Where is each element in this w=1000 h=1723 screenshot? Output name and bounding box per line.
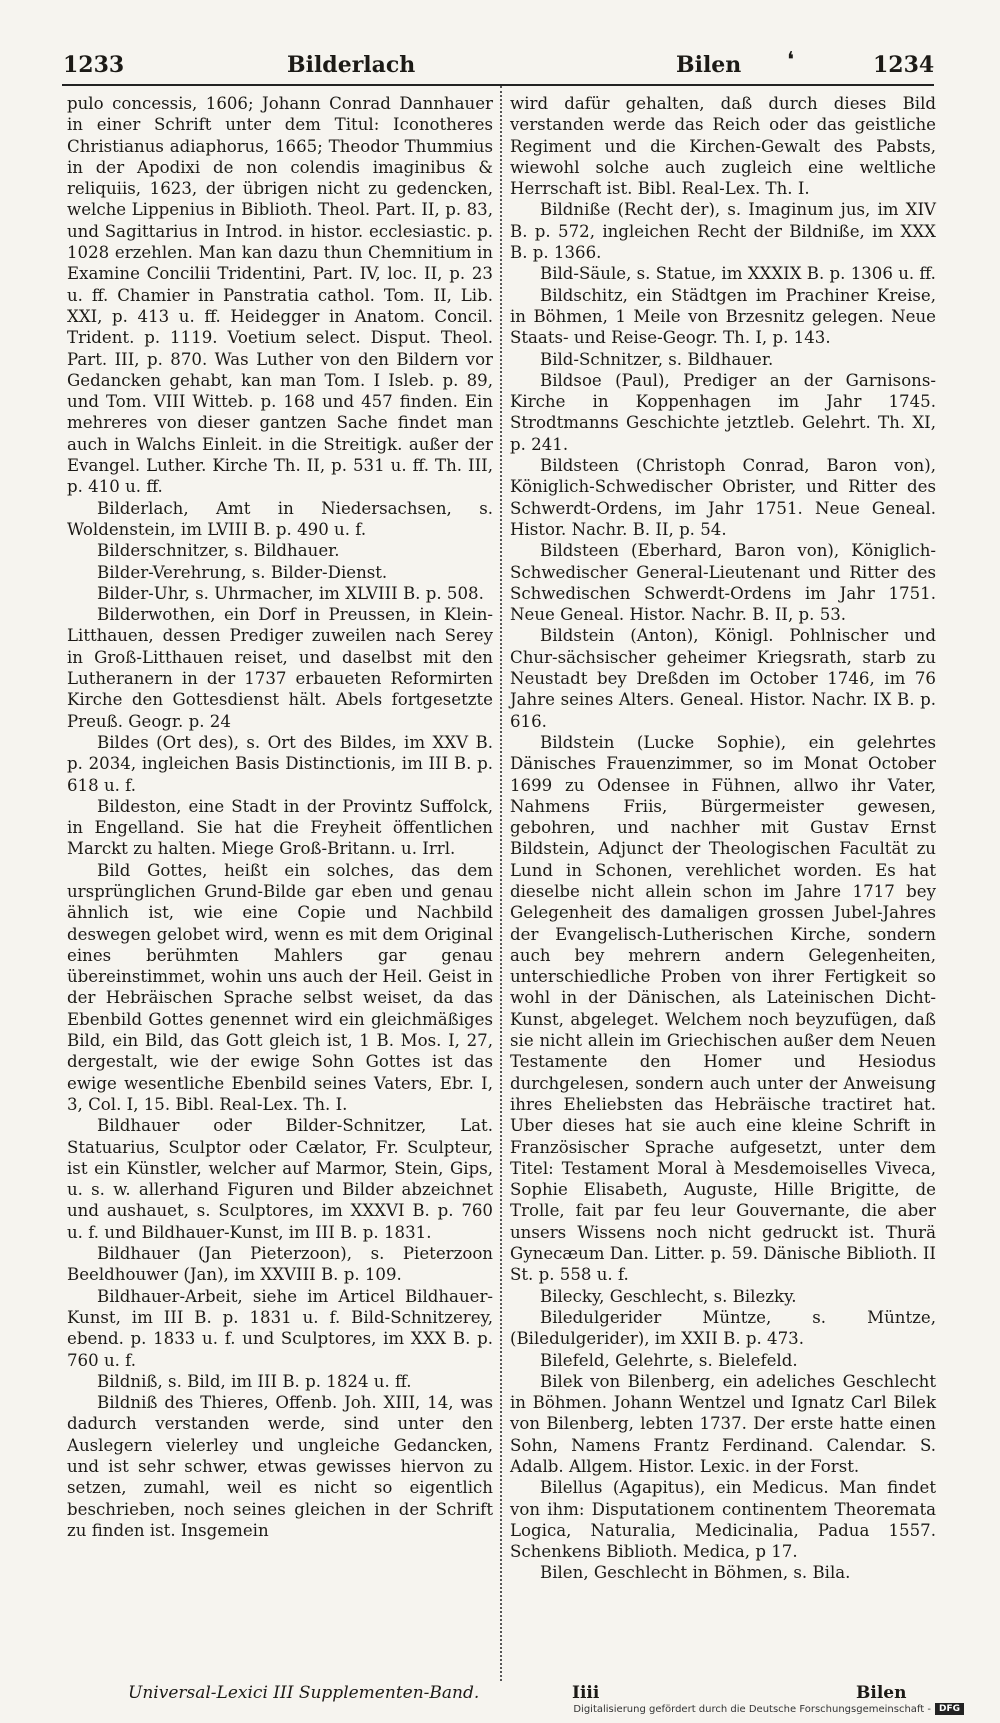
column-divider [500, 86, 502, 1681]
catchword: Bilen [856, 1683, 907, 1703]
entry-paragraph: Bilder-Verehrung, s. Bilder-Dienst. [97, 562, 388, 582]
entry-paragraph: Bildstein (Anton), Königl. Pohlnischer und Chur-sächsischer geheimer Kriegsrath, starb zu Neustadt bey Dreßden im October 1746, im 76 Jahre seines Alters. Geneal. Histor. Nachr. IX B. p. 616. [510, 626, 936, 731]
header-rule [62, 84, 934, 86]
entry-paragraph: Bildhauer oder Bilder-Schnitzer, Lat. Statuarius, Sculptor oder Cælator, Fr. Sculpteur, ist ein Künstler, welcher auf Marmor, Stein, Gips, u. s. w. allerhand Figuren und Bilder abzeichnet und aushauet, s. Sculptores, im XXXVI B. p. 760 u. f. und Bildhauer-Kunst, im III B. p. 1831. [67, 1116, 493, 1242]
entry-paragraph: Bilecky, Geschlecht, s. Bilezky. [540, 1286, 797, 1306]
entry-paragraph: Bild-Schnitzer, s. Bildhauer. [540, 349, 774, 369]
running-headword-right: Bilen [676, 52, 742, 78]
credit-text: Digitalisierung gefördert durch die Deutsche Forschungsgemeinschaft - [573, 1703, 931, 1715]
entry-paragraph: Bildstein (Lucke Sophie), ein gelehrtes Dänisches Frauenzimmer, so im Monat October 1699 zu Odensee in Fühnen, allwo ihr Vater, Nahmens Friis, Bürgermeister gewesen, gebohren, und nachher mit Gustav Ernst Bildstein, Adjunct der Theologischen Facultät zu Lund in Schonen, verehlichet worden. Es hat dieselbe nicht allein schon im Jahre 1717 bey Gelegenheit des damaligen grossen Jubel-Jahres der Evangelisch-Lutherischen Kirche, sondern auch bey mehrern andern Gelegenheiten, unterschiedliche Proben von ihrer Fertigkeit so wohl in der Dänischen, als Lateinischen Dicht-Kunst, abgeleget. Welchem noch beyzufügen, daß sie nicht allein im Griechischen außer dem Neuen Testamente den Homer und Hesiodus durchgelesen, sondern auch unter der Anweisung ihres Eheliebsten das Hebräische tractiret hat. Uber dieses hat sie auch eine kleine Schrift in Französischer Sprache aufgesetzt, unter dem Titel: Testament Moral à Mesdemoiselles Viveca, Sophie Elisabeth, Auguste, Hille Brigitte, de Trolle, fait par feu leur Gouvernante, die aber unsers Wissens noch nicht gedruckt ist. Thurä Gynecæum Dan. Litter. p. 59. Dänische Biblioth. II St. p. 558 u. f. [510, 732, 936, 1285]
right-column [510, 93, 936, 1584]
volume-line: Universal-Lexici III Supplementen-Band. [128, 1683, 480, 1703]
page-number-left: 1233 [63, 52, 125, 78]
printer-mark: ❛ [787, 48, 795, 73]
entry-paragraph: Bilderlach, Amt in Niedersachsen, s. Woldenstein, im LVIII B. p. 490 u. f. [67, 498, 493, 539]
entry-paragraph: Bilefeld, Gelehrte, s. Bielefeld. [540, 1350, 798, 1370]
entry-paragraph: Bild Gottes, heißt ein solches, das dem ursprünglichen Grund-Bilde gar eben und genau ähnlich ist, wie eine Copie und Nachbild deswegen gelobet wird, wenn es mit dem Original eines berühmten Mahlers gar genau übereinstimmet, wohin uns auch der Heil. Geist in der Hebräischen Sprache selbst weiset, da das Ebenbild Gottes genennet wird ein gleichmäßiges Bild, ein Bild, das Gott gleich ist, 1 B. Mos. I, 27, dergestalt, wie der ewige Sohn Gottes ist das ewige wesentliche Ebenbild seines Vaters, Ebr. I, 3, Col. I, 15. Bibl. Real-Lex. Th. I. [67, 860, 493, 1114]
entry-paragraph: Bildsoe (Paul), Prediger an der Garnisons-Kirche in Koppenhagen im Jahr 1745. Strodtmanns Geschichte jetztleb. Gelehrt. Th. XI, p. 241. [510, 370, 936, 454]
entry-paragraph: Bilen, Geschlecht in Böhmen, s. Bila. [540, 1563, 851, 1583]
entry-paragraph: Bildsteen (Eberhard, Baron von), Königlich-Schwedischer General-Lieutenant und Ritter des Schwedischen Schwerdt-Ordens im Jahr 1751. Neue Geneal. Histor. Nachr. B. II, p. 53. [510, 541, 936, 625]
digitization-credit [573, 1703, 964, 1715]
entry-paragraph: Biledulgerider Müntze, s. Müntze, (Biledulgerider), im XXII B. p. 473. [510, 1307, 936, 1349]
entry-paragraph: Bildeston, eine Stadt in der Provintz Suffolck, in Engelland. Sie hat die Freyheit öffentlichen Marckt zu halten. Miege Groß-Britann. u. Irrl. [67, 796, 493, 859]
page-number-right: 1234 [873, 52, 935, 78]
entry-paragraph: Bildniße (Recht der), s. Imaginum jus, im XIV B. p. 572, ingleichen Recht der Bildniße, im XXX B. p. 1366. [510, 200, 936, 263]
entry-paragraph: Bilderwothen, ein Dorf in Preussen, in Klein-Litthauen, dessen Prediger zuweilen nach Serey in Groß-Litthauen reiset, und daselbst mit den Lutheranern in der 1737 erbaueten Reformirten Kirche den Gottesdienst hält. Abels fortgesetzte Preuß. Geogr. p. 24 [67, 605, 493, 731]
entry-paragraph: wird dafür gehalten, daß durch dieses Bild verstanden werde das Reich oder das geistliche Regiment und die Kirchen-Gewalt des Pabsts, wiewohl solche auch zugleich eine weltliche Herrschaft ist. Bibl. Real-Lex. Th. I. [510, 94, 936, 199]
entry-paragraph: Bildsteen (Christoph Conrad, Baron von), Königlich-Schwedischer Obrister, und Ritter des Schwerdt-Ordens, im Jahr 1751. Neue Geneal. Histor. Nachr. B. II, p. 54. [510, 456, 936, 539]
entry-paragraph: Bildschitz, ein Städtgen im Prachiner Kreise, in Böhmen, 1 Meile von Brzesnitz gelegen. Neue Staats- und Reise-Geogr. Th. I, p. 143. [510, 285, 936, 348]
signature-mark: Iiii [572, 1683, 600, 1703]
entry-paragraph: Bilek von Bilenberg, ein adeliches Geschlecht in Böhmen. Johann Wentzel und Ignatz Carl Bilek von Bilenberg, lebten 1737. Der erste hatte einen Sohn, Namens Frantz Ferdinand. Calendar. S. Adalb. Allgem. Histor. Lexic. in der Forst. [510, 1371, 936, 1476]
entry-paragraph: Bildhauer (Jan Pieterzoon), s. Pieterzoon Beeldhouwer (Jan), im XXVIII B. p. 109. [67, 1244, 493, 1285]
running-headword-left: Bilderlach [287, 52, 416, 78]
entry-paragraph: Bild-Säule, s. Statue, im XXXIX B. p. 1306 u. ff. [540, 264, 936, 284]
entry-paragraph: Bilellus (Agapitus), ein Medicus. Man findet von ihm: Disputationem continentem Theoremata Logica, Naturalia, Medicinalia, Padua 1557. Schenkens Biblioth. Medica, p 17. [510, 1478, 936, 1562]
entry-paragraph: pulo concessis, 1606; Johann Conrad Dannhauer in einer Schrift unter dem Titul: Iconotheres Christianus adiaphorus, 1665; Theodor Thummius in der Apodixi de non colendis imaginibus & reliquiis, 1623, der übrigen nicht zu gedencken, welche Lippenius in Biblioth. Theol. Part. II, p. 83, und Sagittarius in Introd. in histor. ecclesiastic. p. 1028 erzehlen. Man kan dazu thun Chemnitium in Examine Concilii Tridentini, Part. IV, loc. II, p. 23 u. ff. Chamier in Panstratia cathol. Tom. II, Lib. XXI, p. 413 u. ff. Heidegger in Anatom. Concil. Trident. p. 1119. Voetium select. Disput. Theol. Part. III, p. 870. Was Luther von den Bildern vor Gedancken gehabt, kan man Tom. I Isleb. p. 89, und Tom. VIII Witteb. p. 168 und 457 finden. Ein mehreres von dieser gantzen Sache findet man auch in Walchs Einleit. in die Streitigk. außer der Evangel. Luther. Kirche Th. II, p. 531 u. ff. Th. III, p. 410 u. ff. [67, 94, 493, 497]
entry-paragraph: Bilder-Uhr, s. Uhrmacher, im XLVIII B. p. 508. [97, 583, 484, 603]
dfg-logo: DFG [935, 1703, 964, 1715]
entry-paragraph: Bilderschnitzer, s. Bildhauer. [97, 541, 340, 561]
left-column [67, 93, 493, 1541]
entry-paragraph: Bildniß des Thieres, Offenb. Joh. XIII, 14, was dadurch verstanden werde, sind unter den Auslegern vielerley und ungleiche Gedancken, und ist sehr schwer, etwas gewisses hiervon zu setzen, zumahl, weil es nicht so eigentlich beschrieben, noch seines gleichen in der Schrift zu finden ist. Insgemein [67, 1393, 493, 1540]
entry-paragraph: Bildniß, s. Bild, im III B. p. 1824 u. ff. [97, 1371, 412, 1391]
entry-paragraph: Bildhauer-Arbeit, siehe im Articel Bildhauer-Kunst, im III B. p. 1831 u. f. Bild-Schnitzerey, ebend. p. 1833 u. f. und Sculptores, im XXX B. p. 760 u. f. [67, 1286, 493, 1370]
entry-paragraph: Bildes (Ort des), s. Ort des Bildes, im XXV B. p. 2034, ingleichen Basis Distinctionis, im III B. p. 618 u. f. [67, 732, 493, 795]
